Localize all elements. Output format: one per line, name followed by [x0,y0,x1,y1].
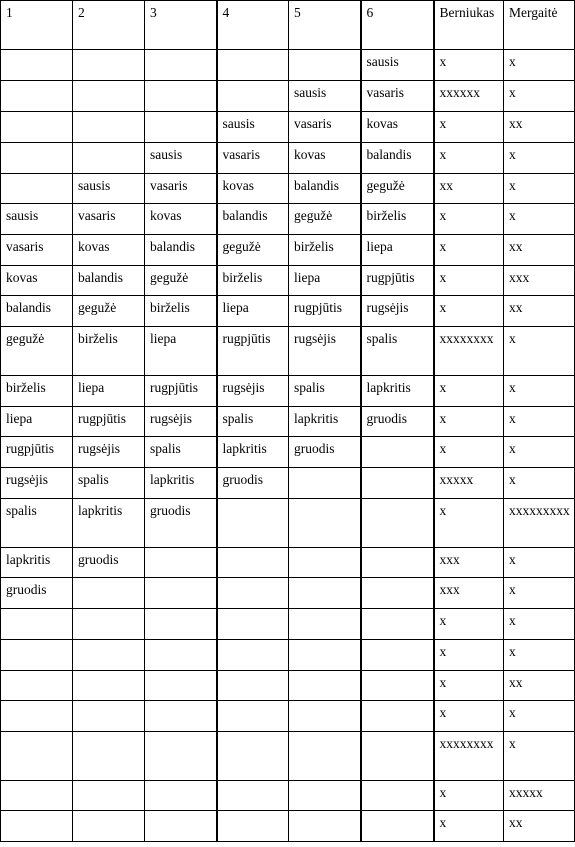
table-cell: x [434,143,504,174]
table-row [1,376,575,407]
table-cell [289,578,361,609]
table-cell: xx [504,296,575,327]
table-cell: lapkritis [73,499,145,548]
table-cell [289,811,361,842]
table-row [1,266,575,296]
table-body [1,1,575,842]
table-cell: birželis [289,235,361,266]
table-cell: xx [504,671,575,701]
table-cell: balandis [217,204,289,235]
table-cell: xxx [434,548,504,578]
table-row [1,499,575,548]
table-cell: x [504,640,575,671]
table-cell [217,732,289,781]
table-cell: x [504,204,575,235]
table-cell: spalis [217,407,289,437]
table-row [1,640,575,671]
table-cell [217,701,289,732]
table-cell [361,732,434,781]
table-cell: lapkritis [217,437,289,468]
table-cell [217,609,289,640]
table-cell: xx [434,174,504,204]
table-cell: sausis [145,143,217,174]
table-cell: x [434,499,504,548]
table-cell [217,578,289,609]
table-cell [145,50,217,81]
table-cell [361,701,434,732]
table-cell: lapkritis [361,376,434,407]
table-cell: rugsėjis [73,437,145,468]
table-cell: kovas [73,235,145,266]
header-cell: Mergaitė [504,1,575,50]
table-cell [289,609,361,640]
table-cell: balandis [289,174,361,204]
table-cell: gegužė [1,327,73,376]
table-cell [217,640,289,671]
table-cell: liepa [1,407,73,437]
table-cell [1,81,73,112]
table-cell: gruodis [361,407,434,437]
table-row [1,407,575,437]
table-cell: birželis [217,266,289,296]
table-cell: gegužė [217,235,289,266]
table-cell [361,578,434,609]
table-row [1,781,575,811]
table-cell: rugpjūtis [73,407,145,437]
table-cell: x [434,701,504,732]
table-cell: balandis [73,266,145,296]
table-cell: x [504,468,575,499]
table-row [1,468,575,499]
header-cell: 6 [361,1,434,50]
table-cell: gegužė [289,204,361,235]
table-cell: x [434,296,504,327]
table-cell: vasaris [289,112,361,143]
table-cell [73,81,145,112]
table-cell [289,701,361,732]
table-cell [217,671,289,701]
table-cell: rugsėjis [217,376,289,407]
table-cell: gruodis [217,468,289,499]
table-cell: xxxxx [504,781,575,811]
table-cell: xx [504,112,575,143]
table-cell: kovas [217,174,289,204]
table-cell: birželis [73,327,145,376]
table-cell [145,671,217,701]
table-row [1,112,575,143]
table-row [1,204,575,235]
table-row [1,578,575,609]
table-cell: kovas [361,112,434,143]
table-cell: xxxxxx [434,81,504,112]
table-cell: gegužė [73,296,145,327]
table-cell [1,640,73,671]
table-cell [289,499,361,548]
table-cell: balandis [145,235,217,266]
table-cell: kovas [1,266,73,296]
table-cell [145,732,217,781]
table-cell [145,701,217,732]
header-cell: 2 [73,1,145,50]
table-cell: birželis [145,296,217,327]
table-row [1,174,575,204]
table-cell [145,548,217,578]
table-cell: gruodis [1,578,73,609]
table-cell: x [504,701,575,732]
table-cell: xxxxxxxx [434,732,504,781]
table-cell: rugpjūtis [217,327,289,376]
table-cell: x [434,266,504,296]
table-cell: x [434,235,504,266]
table-cell [73,811,145,842]
table-cell: birželis [361,204,434,235]
table-cell: rugsėjis [1,468,73,499]
table-row [1,143,575,174]
table-cell: vasaris [145,174,217,204]
table-cell [73,640,145,671]
table-cell: gegužė [361,174,434,204]
table-cell [145,609,217,640]
header-cell: Berniukas [434,1,504,50]
table-cell: lapkritis [145,468,217,499]
table-cell: kovas [145,204,217,235]
table-cell [289,50,361,81]
table-cell: vasaris [361,81,434,112]
table-cell: x [504,174,575,204]
table-cell: gruodis [73,548,145,578]
table-cell [217,499,289,548]
header-cell: 5 [289,1,361,50]
table-cell [289,640,361,671]
table-cell [217,811,289,842]
table-cell: x [504,407,575,437]
table-cell: x [504,50,575,81]
table-row [1,50,575,81]
table-cell [73,781,145,811]
table-cell: lapkritis [1,548,73,578]
table-cell: sausis [73,174,145,204]
table-row [1,811,575,842]
table-cell [145,811,217,842]
table-cell [289,732,361,781]
table-cell: vasaris [73,204,145,235]
table-cell: x [434,204,504,235]
table-cell: x [434,781,504,811]
table-cell [361,671,434,701]
table-cell [73,143,145,174]
table-cell [289,468,361,499]
table-cell: x [504,437,575,468]
table-cell: birželis [1,376,73,407]
table-cell: balandis [1,296,73,327]
table-cell: spalis [289,376,361,407]
table-cell: rugpjūtis [145,376,217,407]
table-cell: kovas [289,143,361,174]
table-cell [289,671,361,701]
table-cell [73,609,145,640]
table-cell: x [504,376,575,407]
table-cell: xxxxx [434,468,504,499]
table-cell: spalis [361,327,434,376]
table-cell: x [434,407,504,437]
table-cell: liepa [73,376,145,407]
table-cell: sausis [361,50,434,81]
table-cell: x [504,732,575,781]
table-cell [361,499,434,548]
table-cell: liepa [217,296,289,327]
header-cell: 4 [217,1,289,50]
table-cell: rugpjūtis [361,266,434,296]
table-row [1,296,575,327]
table-cell: x [434,112,504,143]
table-cell [73,578,145,609]
table-cell [73,50,145,81]
table-cell: sausis [289,81,361,112]
table-row [1,671,575,701]
header-row [1,1,575,50]
table-cell [1,811,73,842]
table-cell: xxxxxxxx [434,327,504,376]
table-cell: vasaris [1,235,73,266]
table-cell [1,781,73,811]
table-cell: spalis [1,499,73,548]
table-cell [217,81,289,112]
table-cell [1,701,73,732]
table-cell: liepa [289,266,361,296]
table-row [1,609,575,640]
table-cell: x [434,50,504,81]
table-cell [73,701,145,732]
table-cell: xxx [434,578,504,609]
table-cell [145,81,217,112]
table-row [1,732,575,781]
table-cell [1,732,73,781]
table-cell: xxxxxxxxx [504,499,575,548]
table-cell: x [504,548,575,578]
table-cell [361,468,434,499]
table-cell [1,671,73,701]
table-cell [73,732,145,781]
table-row [1,548,575,578]
table-cell: x [434,640,504,671]
table-cell: gruodis [145,499,217,548]
table-cell: rugpjūtis [289,296,361,327]
table-cell: spalis [145,437,217,468]
table-cell [217,781,289,811]
table-cell [1,143,73,174]
table-cell [361,548,434,578]
table-cell: gruodis [289,437,361,468]
table-cell [145,781,217,811]
table-cell [73,112,145,143]
table-cell: xx [504,235,575,266]
table-cell [361,781,434,811]
table-cell: x [434,811,504,842]
table-cell: x [504,143,575,174]
table-cell: rugsėjis [289,327,361,376]
table-cell: balandis [361,143,434,174]
table-cell [361,609,434,640]
table-cell: rugpjūtis [1,437,73,468]
table-cell [361,640,434,671]
table-cell: x [504,81,575,112]
table-cell: rugsėjis [145,407,217,437]
table-cell: liepa [145,327,217,376]
header-cell: 3 [145,1,217,50]
table-cell [73,671,145,701]
table-cell: rugsėjis [361,296,434,327]
table-cell: x [434,609,504,640]
table-row [1,81,575,112]
table-cell: spalis [73,468,145,499]
table-cell [145,578,217,609]
table-cell [145,112,217,143]
table-cell: x [504,609,575,640]
table-cell: x [504,327,575,376]
table-cell: sausis [217,112,289,143]
table-cell [145,640,217,671]
table-cell [289,781,361,811]
table-cell: xxx [504,266,575,296]
table-cell: sausis [1,204,73,235]
header-cell: 1 [1,1,73,50]
table-cell [217,548,289,578]
table-cell: x [434,671,504,701]
table-row [1,327,575,376]
table-cell [361,437,434,468]
table-cell [1,112,73,143]
table-cell: x [434,437,504,468]
table-cell [289,548,361,578]
table-cell: xx [504,811,575,842]
table-cell [1,174,73,204]
table-cell: lapkritis [289,407,361,437]
table-cell: x [504,578,575,609]
table-cell: gegužė [145,266,217,296]
table-row [1,701,575,732]
table-row [1,235,575,266]
table-cell: liepa [361,235,434,266]
table-row [1,437,575,468]
table-cell: vasaris [217,143,289,174]
table-cell [217,50,289,81]
table-cell: x [434,376,504,407]
table-cell [1,609,73,640]
table-cell [361,811,434,842]
table-cell [1,50,73,81]
